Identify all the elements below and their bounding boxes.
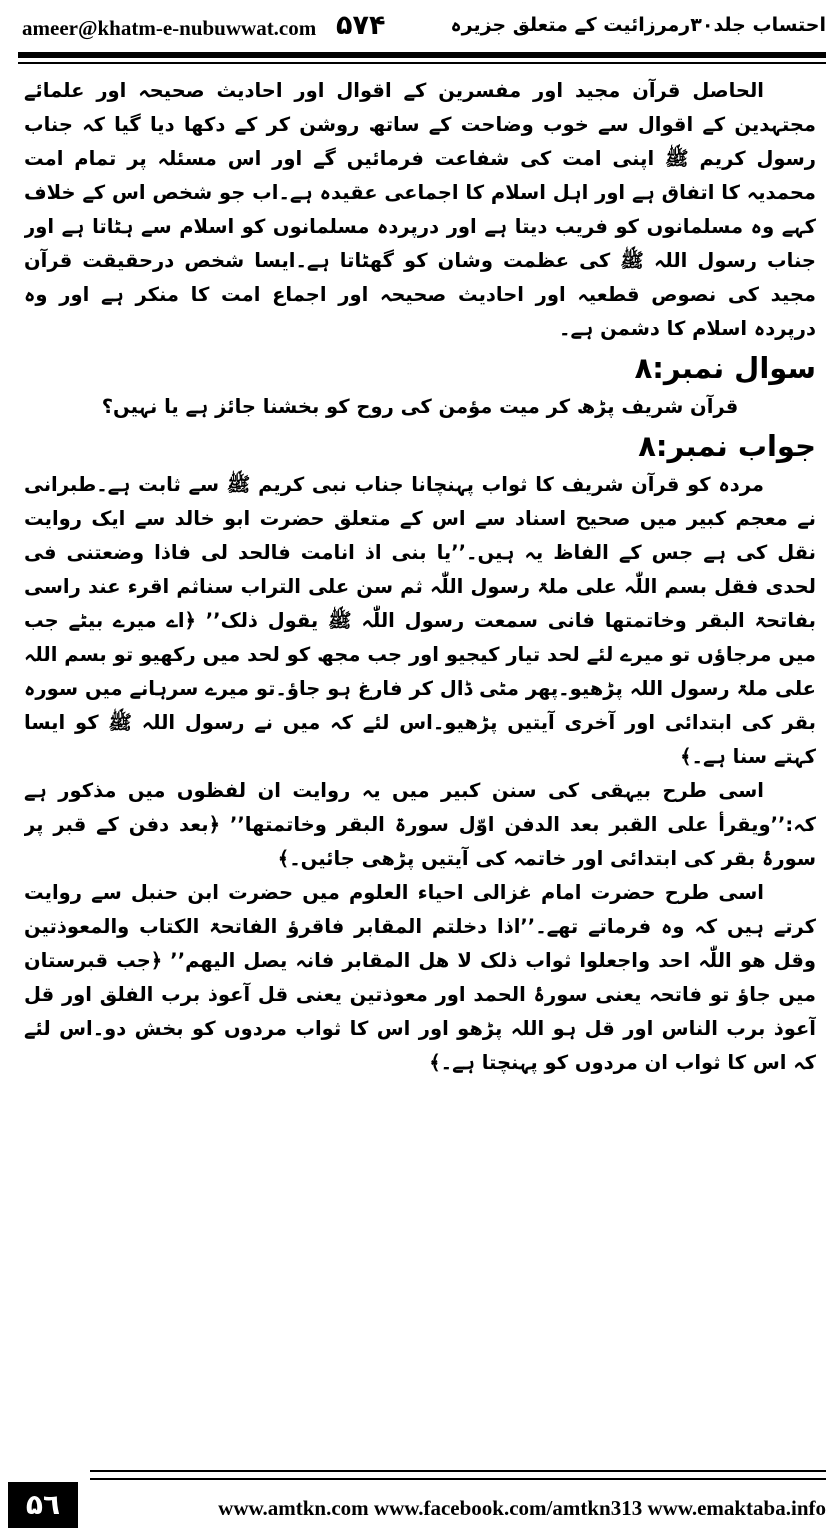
answer-heading: جواب نمبر:۸	[638, 429, 816, 463]
header-rule-thin	[18, 62, 826, 64]
bayhaqi-lead: اسی طرح بیہقی کی سنن کبیر میں یہ روایت ان لفظوں میں مذکور ہے کہ:’’	[24, 779, 816, 836]
footer-page-number: ۵٦	[8, 1482, 78, 1528]
answer-lead: مردہ کو قرآن شریف کا ثواب پہنچانا جناب نبی کریم ﷺ سے ثابت ہے۔طبرانی نے معجم کبیر میں صحیح اسناد سے اس کے متعلق حضرت ابو خالد سے ایک روایت نقل کی ہے جس کے الفاظ یہ ہیں۔’’	[24, 473, 816, 564]
header-email: ameer@khatm-e-nubuwwat.com	[22, 16, 317, 40]
question-heading: سوال نمبر:۸	[634, 351, 816, 385]
paragraph-conclusion: الحاصل قرآن مجید اور مفسرین کے اقوال اور احادیث صحیحہ اور علمائے مجتہدین کے اقوال سے خوب وضاحت کے ساتھ روشن کر کے دکھا دیا گیا کہ جناب رسول کریم ﷺ اپنی امت کی شفاعت فرمائیں گے اور اس مسئلہ پر تمام امت محمدیہ کا اتفاق ہے اور اہل اسلام کا اجماعی عقیدہ ہے۔اب جو شخص اس کے خلاف کہے وہ مسلمانوں کو فریب دیتا ہے اور درپردہ مسلمانوں کو اسلام سے ہٹاتا ہے اور جناب رسول اللہ ﷺ کی عظمت وشان کو گھٹاتا ہے۔ایسا شخص درحقیقت قرآن مجید کی نصوص قطعیہ اور احادیث صحیحہ اور اجماع امت کا منکر ہے اور وہ درپردہ اسلام کا دشمن ہے۔	[24, 79, 816, 340]
header-page-number: ۵۷۴	[336, 10, 386, 41]
footer-links[interactable]: www.amtkn.com www.facebook.com/amtkn313 www.emaktaba.info	[218, 1496, 826, 1520]
bayhaqi-translation: ’’ ﴿بعد دفن کے قبر پر سورۂ بقر کی ابتدائی اور خاتمہ کی آیتیں پڑھی جائیں۔﴾	[24, 813, 816, 870]
footer-rule	[90, 1470, 826, 1472]
page-header	[18, 8, 826, 48]
ghazali-lead: اسی طرح حضرت امام غزالی احیاء العلوم میں حضرت ابن حنبل سے روایت کرتے ہیں کہ وہ فرماتے تھے۔’’	[24, 881, 816, 938]
answer-translation: ’’ ﴿اے میرے بیٹے جب میں مرجاؤں تو میرے لئے لحد تیار کیجیو اور جب مجھ کو لحد میں رکھیو تو بسم اللہ علی ملۃ رسول اللہ پڑھیو۔پھر مٹی ڈال کر فارغ ہو جاؤ۔تو میرے سرہانے میں سورہ بقر کی ابتدائی اور آخری آیتیں پڑھیو۔اس لئے کہ میں نے رسول اللہ ﷺ کو ایسا کہتے سنا ہے۔﴾	[24, 609, 816, 768]
bayhaqi-arabic-quote: ویقرأ علی القبر بعد الدفن اوّل سورۃ البقر وخاتمتھا	[244, 813, 771, 836]
answer-arabic-quote: یا بنی اذ انامت فالحد لی فاذا وضعتنی فی لحدی فقل بسم اللّٰہ علی ملۃ رسول اللّٰہ ثم سن علی التراب سناثم اقرء عند راسی بفاتحۃ البقر وخاتمتھا فانی سمعت رسول اللّٰہ ﷺ یقول ذلک	[24, 541, 816, 632]
body-text	[24, 74, 816, 1449]
answer-paragraph	[24, 468, 816, 774]
bayhaqi-paragraph	[24, 774, 816, 876]
ghazali-arabic-quote: اذا دخلتم المقابر فاقرؤ الفاتحۃ الکتاب والمعوذتین وقل ھو اللّٰہ احد واجعلوا ثواب ذلک لا ھل المقابر فانہ یصل الیھم	[24, 915, 816, 972]
question-text: قرآن شریف پڑھ کر میت مؤمن کی روح کو بخشنا جائز ہے یا نہیں؟	[101, 395, 739, 418]
ghazali-translation: ’’ ﴿جب قبرستان میں جاؤ تو فاتحہ یعنی سورۂ الحمد اور معوذتین یعنی قل آعوذ برب الفلق اور قل آعوذ برب الناس اور قل ہو اللہ پڑھو اور اس کا ثواب مردوں کو بخش دو۔اس لئے کہ اس کا ثواب ان مردوں کو پہنچتا ہے۔﴾	[24, 949, 816, 1074]
header-title: احتساب جلد۳۰رمرزائیت کے متعلق جزیرہ	[450, 14, 826, 36]
footer-rule-second	[90, 1478, 826, 1480]
header-rule-thick	[18, 52, 826, 58]
ghazali-paragraph	[24, 876, 816, 1080]
